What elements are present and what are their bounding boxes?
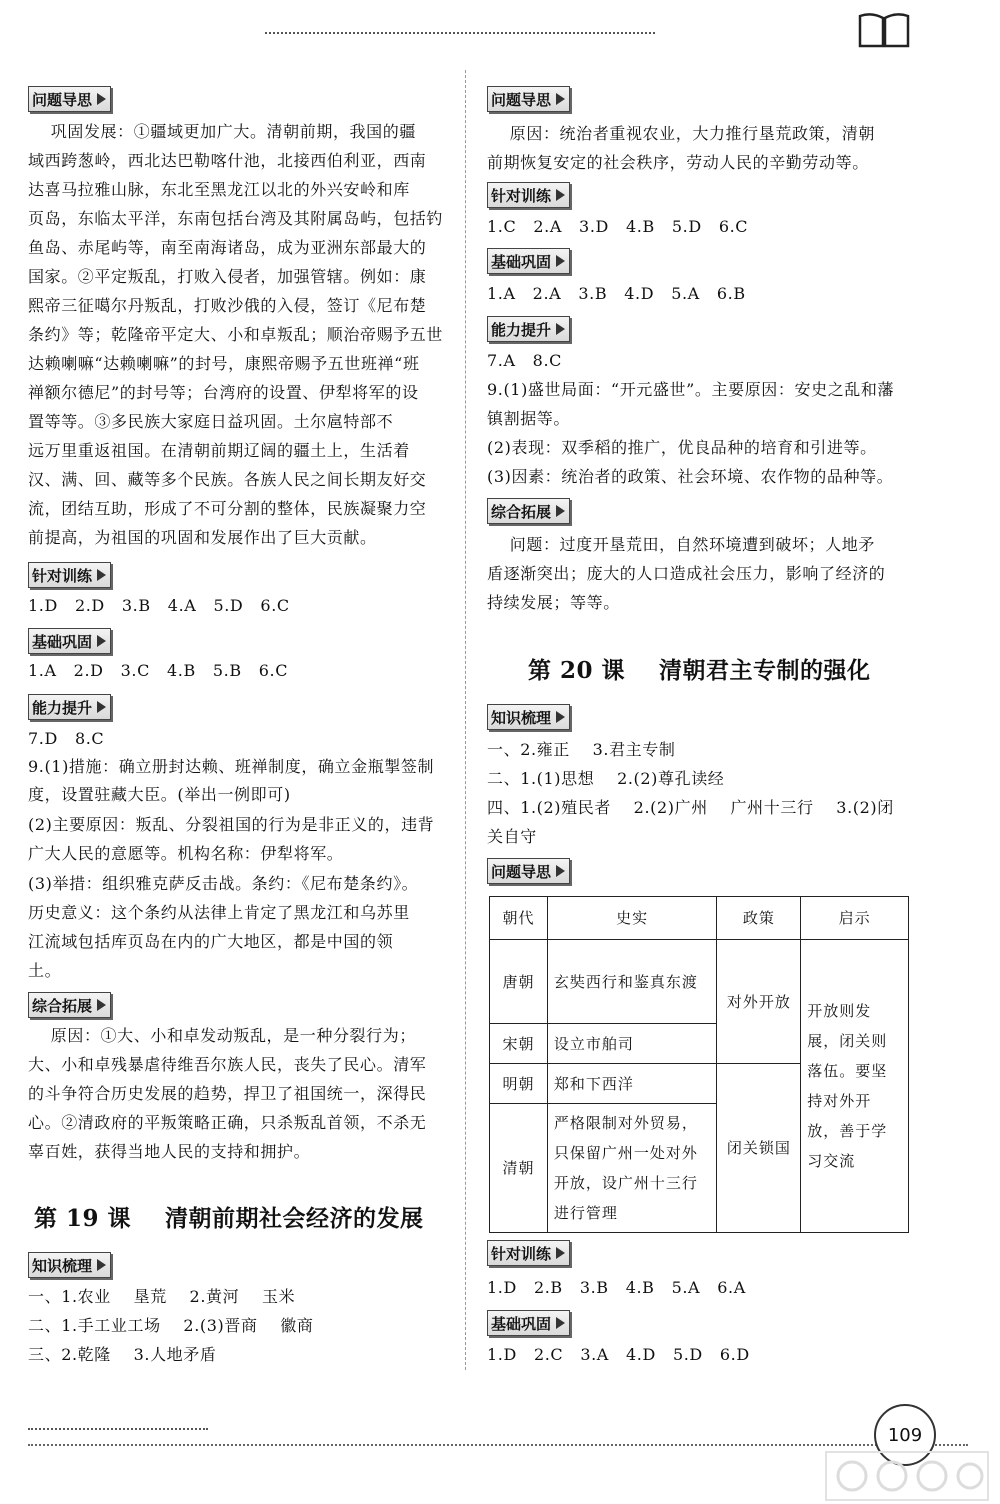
- table-row: [490, 940, 909, 1024]
- right-jichu2-answers: 1.D 2.C 3.A 4.D 5.D 6.D: [487, 1345, 750, 1364]
- table-cell-dynasty: 明朝: [490, 1064, 548, 1104]
- table-cell-lesson: 开放则发展，闭关则落伍。要坚持对外开放，善于学习交流: [801, 940, 909, 1233]
- table-cell-policy: 对外开放: [717, 940, 801, 1064]
- section-tag-jichu: 基础巩固: [28, 628, 111, 654]
- right-section-tag-jichu-2: 基础巩固: [487, 1310, 570, 1336]
- right-zhendui2-answers: 1.D 2.B 3.B 4.B 5.A 6.A: [487, 1278, 746, 1297]
- section-tag-nengli: 能力提升: [28, 694, 111, 720]
- open-book-icon: [856, 10, 912, 50]
- right-section-tag-zhendui-2: 针对训练: [487, 1240, 570, 1266]
- left-jichu-answers: 1.A 2.D 3.C 4.B 5.B 6.C: [28, 661, 289, 680]
- lesson-19-title: 第 19 课 清朝前期社会经济的发展: [34, 1205, 424, 1232]
- table-header: 史实: [547, 897, 717, 940]
- dynasty-policy-table: [489, 896, 909, 1233]
- right-zhendui-answers: 1.C 2.A 3.D 4.B 5.D 6.C: [487, 217, 749, 236]
- table-header-row: [490, 897, 909, 940]
- section-tag-zhishi: 知识梳理: [28, 1252, 111, 1278]
- right-section-tag-zhendui: 针对训练: [487, 182, 570, 208]
- table-cell-fact: 设立市舶司: [547, 1024, 717, 1064]
- top-dotted-rule: [265, 32, 655, 34]
- lesson-20-title: 第 20 课 清朝君主专制的强化: [528, 657, 871, 684]
- right-section-tag-jichu: 基础巩固: [487, 248, 570, 274]
- bottom-dotted-rule-short: [28, 1428, 208, 1430]
- table-cell-policy: 闭关锁国: [717, 1064, 801, 1233]
- table-header: 政策: [717, 897, 801, 940]
- section-tag-zhendui: 针对训练: [28, 562, 111, 588]
- bottom-dotted-rule: [28, 1444, 968, 1446]
- right-jichu-answers: 1.A 2.A 3.B 4.D 5.A 6.B: [487, 284, 746, 303]
- right-section-tag-wenti-2: 问题导思: [487, 858, 570, 884]
- column-divider: [465, 70, 466, 1370]
- section-tag-zonghe: 综合拓展: [28, 992, 111, 1018]
- right-section-tag-zonghe: 综合拓展: [487, 498, 570, 524]
- section-tag-wenti: 问题导思: [28, 86, 111, 112]
- table-cell-dynasty: 唐朝: [490, 940, 548, 1024]
- table-cell-dynasty: 清朝: [490, 1104, 548, 1233]
- table-cell-dynasty: 宋朝: [490, 1024, 548, 1064]
- table-cell-fact: 严格限制对外贸易，只保留广州一处对外开放，设广州十三行进行管理: [547, 1104, 717, 1233]
- table-cell-fact: 玄奘西行和鉴真东渡: [547, 940, 717, 1024]
- left-zhendui-answers: 1.D 2.D 3.B 4.A 5.D 6.C: [28, 596, 290, 615]
- right-section-tag-zhishi: 知识梳理: [487, 704, 570, 730]
- watermark-logo: [822, 1450, 992, 1502]
- right-section-tag-wenti: 问题导思: [487, 86, 570, 112]
- table-header: 启示: [801, 897, 909, 940]
- table-header: 朝代: [490, 897, 548, 940]
- page-number: 109: [874, 1404, 936, 1466]
- right-section-tag-nengli: 能力提升: [487, 316, 570, 342]
- table-cell-fact: 郑和下西洋: [547, 1064, 717, 1104]
